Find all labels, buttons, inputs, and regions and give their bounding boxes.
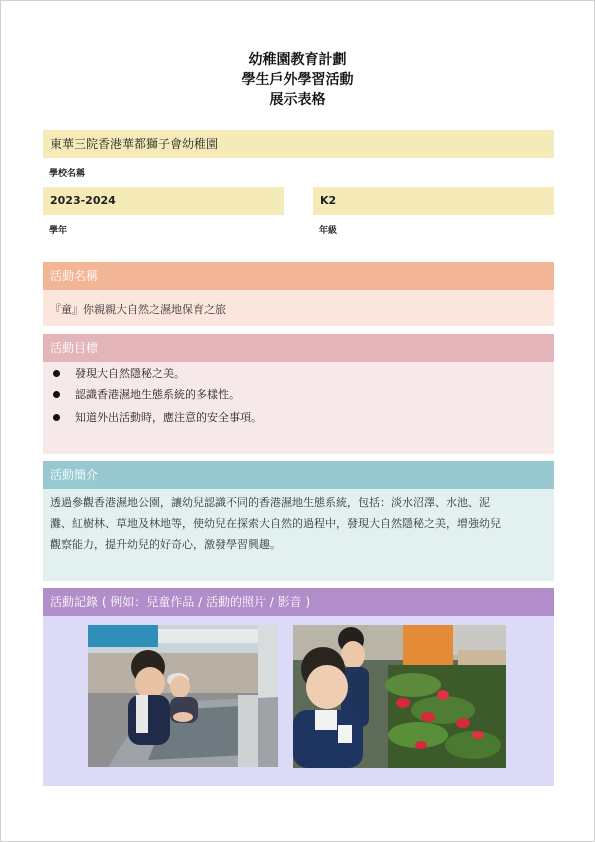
school-name-field: [43, 130, 554, 158]
intro-line: 觀察能力，提升幼兒的好奇心，激發學習興趣。: [50, 538, 281, 551]
school-name-label: 學校名稱: [49, 169, 86, 179]
objective-text: 知道外出活動時，應注意的安全事項。: [75, 411, 262, 424]
intro-body: [43, 489, 554, 581]
activity-photo-1: [88, 625, 278, 767]
school-year-value: 2023-2024: [50, 194, 116, 207]
bullet-icon: [53, 391, 60, 398]
grade-label: 年級: [319, 226, 338, 236]
objectives-header: [43, 334, 554, 362]
activity-name-heading: 活動名稱: [50, 269, 99, 283]
activity-photo-2: [293, 625, 506, 768]
objective-text: 發現大自然隱秘之美。: [75, 367, 185, 380]
intro-line: 灘、紅樹林、草地及林地等，使幼兒在探索大自然的過程中，發現大自然隱秘之美，增強幼兒: [50, 517, 501, 530]
records-header: [43, 588, 554, 616]
bullet-icon: [53, 370, 60, 377]
grade-field: [313, 187, 554, 215]
bullet-icon: [53, 414, 60, 421]
activity-name-body: [43, 290, 554, 326]
intro-heading: 活動簡介: [50, 468, 99, 482]
objective-item: [53, 366, 185, 382]
plan-title: 幼稚園教育計劃: [248, 52, 347, 68]
grade-value: K2: [320, 194, 337, 207]
activity-name-value: 『童』你親親大自然之濕地保育之旅: [50, 303, 226, 316]
intro-line: 透過參觀香港濕地公園，讓幼兒認識不同的香港濕地生態系統，包括：淡水沼澤、水池、泥: [50, 496, 490, 509]
display-form-title: 展示表格: [269, 92, 326, 108]
objectives-heading: 活動目標: [50, 341, 99, 355]
objectives-body: [43, 362, 554, 454]
records-heading: 活動記錄 ( 例如：兒童作品 / 活動的照片 / 影音 ): [50, 595, 311, 609]
school-name-value: 東華三院香港華都獅子會幼稚園: [50, 137, 219, 151]
intro-header: [43, 461, 554, 489]
objective-item: [53, 387, 240, 403]
activity-name-header: [43, 262, 554, 290]
school-year-label: 學年: [49, 226, 68, 236]
school-year-field: [43, 187, 284, 215]
objective-item: [53, 410, 262, 426]
objective-text: 認識香港濕地生態系統的多樣性。: [75, 388, 240, 401]
intro-text: [50, 492, 550, 555]
activity-form-title: 學生戶外學習活動: [241, 72, 354, 88]
